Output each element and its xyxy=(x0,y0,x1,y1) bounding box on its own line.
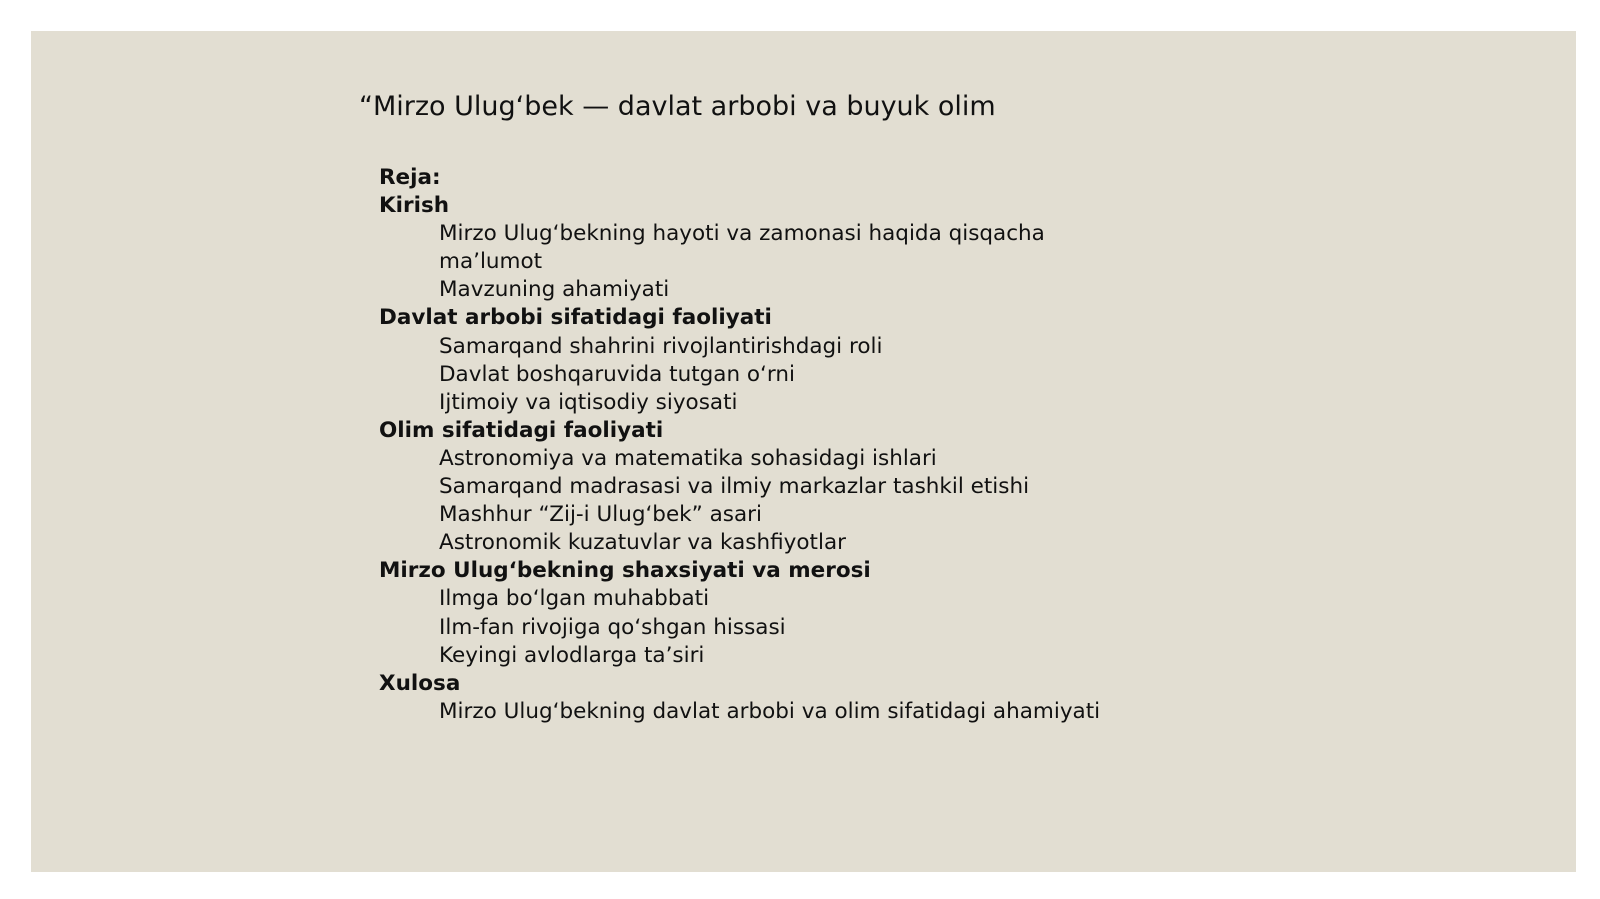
section-item: Mavzuning ahamiyati xyxy=(439,277,670,303)
section-item: Ilm-fan rivojiga qo‘shgan hissasi xyxy=(439,614,786,640)
section-item: Ijtimoiy va iqtisodiy siyosati xyxy=(439,389,738,415)
section-item: Davlat boshqaruvida tutgan o‘rni xyxy=(439,361,795,387)
section-heading-kirish: Kirish xyxy=(379,193,450,219)
slide xyxy=(31,31,1576,872)
section-item: Mirzo Ulug‘bekning davlat arbobi va olim sifatidagi ahamiyati xyxy=(439,698,1101,724)
slide-title: “Mirzo Ulug‘bek — davlat arbobi va buyuk olim xyxy=(359,91,996,122)
section-item: Ilmga bo‘lgan muhabbati xyxy=(439,586,710,612)
section-item: Keyingi avlodlarga ta’siri xyxy=(439,642,705,668)
section-item: Samarqand madrasasi va ilmiy markazlar tashkil etishi xyxy=(439,474,1030,500)
section-item: Mashhur “Zij-i Ulug‘bek” asari xyxy=(439,502,762,528)
plan-outline xyxy=(379,164,1100,726)
section-item: Samarqand shahrini rivojlantirishdagi roli xyxy=(439,333,883,359)
section-heading-meros: Mirzo Ulug‘bekning shaxsiyati va merosi xyxy=(379,558,871,584)
section-heading-davlat-arbobi: Davlat arbobi sifatidagi faoliyati xyxy=(379,305,772,331)
section-item: Astronomiya va matematika sohasidagi ishlari xyxy=(439,445,937,471)
section-heading-xulosa: Xulosa xyxy=(379,670,461,696)
section-item: Mirzo Ulug‘bekning hayoti va zamonasi haqida qisqacha xyxy=(439,221,1045,247)
section-item: ma’lumot xyxy=(439,249,543,275)
plan-label: Reja: xyxy=(379,165,441,190)
section-heading-olim: Olim sifatidagi faoliyati xyxy=(379,417,664,443)
section-item: Astronomik kuzatuvlar va kashfiyotlar xyxy=(439,530,846,556)
